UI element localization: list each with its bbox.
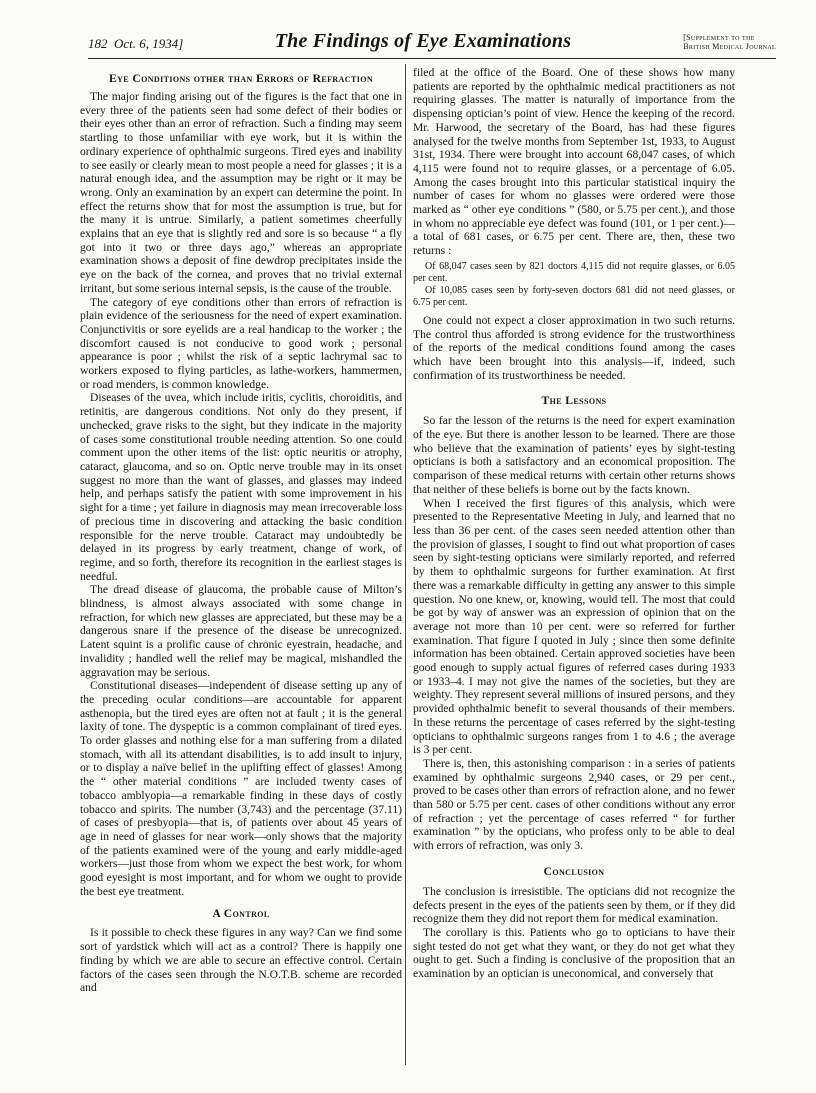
quoted-return-2: Of 10,085 cases seen by forty-seven doctors 681 did not need glasses, or 6.75 per cent.	[413, 284, 735, 308]
paragraph: The major finding arising out of the figures is the fact that one in every three of the patients seen had some defect of their bodies or their eyes other than an error of refraction. Such a finding may seem startling to those unfamiliar with eye work, but it is within the ordinary experience of ophthalmic surgeons. Tired eyes and inability to see easily or clearly mean to most people a need for glasses ; it is a natural enough idea, and the assumption may be right or it may be wrong. Only an examination by an expert can determine the point. In effect the returns show that for most the assumption is true, but for the many it is untrue. Similarly, a patient sometimes cheerfully explains that an eye that is slightly red and sore is so because “ a fly got into it two or three days ago,” whereas an appropriate examination shows a deposit of fine dewdrop precipitates inside the eye on the back of the cornea, and proves that no trivial external irritant, but some serious internal sepsis, is the cause of the trouble.	[80, 90, 402, 295]
paragraph: The corollary is this. Patients who go to opticians to have their sight tested do not get what they want, or they do not get what they ought to get. Such a finding is conclusive of the proposition that an examination by an optician is uneconomical, and conversely that	[413, 925, 735, 981]
paragraph: The conclusion is irresistible. The opticians did not recognize the defects present in the eyes of the patients seen by them, or if they did recognize them they did not report them for medical examination.	[413, 884, 735, 926]
paragraph: Is it possible to check these figures in any way? Can we find some sort of yardstick which will act as a control? There is happily one finding by which we are able to secure an effective control. Certain factors of the cases seen through the N.O.T.B. scheme are recorded and	[80, 926, 402, 995]
page-number: 182	[88, 36, 108, 51]
section-heading-conclusion: Conclusion	[543, 864, 605, 878]
supplement-line-1: [Supplement to the	[683, 33, 755, 42]
paragraph: So far the lesson of the returns is the need for expert examination of the eye. But there is another lesson to be learned. There are those who believe that the examination of patients’ eyes by sight-testing opticians is both a satisfactory and an economical proposition. The comparison of these medical returns with certain other returns shows that neither of these beliefs is borne out by the facts known.	[413, 414, 735, 496]
running-title: The Findings of Eye Examinations	[274, 30, 572, 52]
right-column	[413, 66, 735, 981]
page-header	[70, 30, 776, 58]
paragraph: The category of eye conditions other than errors of refraction is plain evidence of the seriousness for the need of expert examination. Conjunctivitis or sore eyelids are a real handicap to the worker ; the discomfort caused is not conducive to good work ; personal appearance is poor ; whilst the risk of a septic lachrymal sac to workers exposed to flying particles, as lathe-workers, hammermen, or road menders, is common knowledge.	[80, 295, 402, 391]
paragraph: The dread disease of glaucoma, the probable cause of Milton’s blindness, is almost always associated with some change in refraction, for which new glasses are appreciated, but these may be a dangerous snare if the presence of the disease be unrecognized. Latent squint is a prolific cause of chronic eyestrain, headache, and invalidity ; handled well the relief may be magical, mishandled the aggravation may be serious.	[80, 583, 402, 679]
supplement-label	[683, 33, 776, 51]
section-heading-control: A Control	[212, 907, 270, 921]
quoted-return-1: Of 68,047 cases seen by 821 doctors 4,115 did not require glasses, or 6.05 per cent.	[413, 260, 735, 284]
column-divider	[405, 64, 406, 1065]
paragraph: When I received the first figures of this analysis, which were presented to the Representative Meeting in July, and learned that no less than 36 per cent. of the cases seen needed attention other than the provision of glasses, I sought to find out what proportion of cases seen by sight-testing opticians were similarly reported, and referred by them to ophthalmic surgeons for further examination. At first there was a remarkable difficulty in getting any answer to this simple question. No one knew, or, knowing, would tell. The most that could be got by way of answer was an expression of opinion that on the average not more than 10 per cent. were so referred for further examination. That figure I quoted in July ; since then some definite information has been obtained. Certain approved societies have been good enough to supply actual figures of referred cases during 1933 or 1933–4. I may not give the names of the societies, but they are weighty. They represent several millions of insured persons, and they provided ophthalmic benefit to several thousands of their members. In these returns the percentage of cases referred by the sight-testing opticians to ophthalmic surgeons ranges from 1 to 4.6 ; the average is 3 per cent.	[413, 496, 735, 757]
issue-date: Oct. 6, 1934]	[114, 36, 184, 51]
section-heading-lessons: The Lessons	[541, 394, 607, 408]
paragraph: One could not expect a closer approximation in two such returns. The control thus afforded is strong evidence for the trustworthiness of the reports of the medical conditions found among the cases which have been brought into this analysis—if, indeed, such confirmation of its trustworthiness be needed.	[413, 313, 735, 382]
supplement-line-2: British Medical Journal	[683, 42, 776, 51]
section-heading-eye-conditions: Eye Conditions other than Errors of Refraction	[108, 72, 374, 85]
paragraph: filed at the office of the Board. One of these shows how many patients are reported by the ophthalmic medical practitioners as not requiring glasses. The matter is naturally of importance from the dispensing optician’s point of view. Hence the keeping of the record. Mr. Harwood, the secretary of the Board, has had these figures analysed for the twelve months from September 1st, 1933, to August 31st, 1934. There were brought into account 68,047 cases, of which 4,115 were found not to require glasses, or a percentage of 6.05. Among the cases brought into this particular statistical inquiry the number of cases for whom no glasses were ordered were those marked as “ other eye conditions ” (580, or 5.75 per cent.), and those in whom no appreciable eye defect was found (101, or 1 per cent.)—a total of 681 cases, or 6.75 per cent. There are, then, these two returns :	[413, 66, 735, 258]
header-rule	[88, 58, 776, 59]
paragraph: There is, then, this astonishing comparison : in a series of patients examined by ophthalmic surgeons 2,940 cases, or 29 per cent., proved to be cases other than errors of refraction alone, and no fewer than 580 or 5.75 per cent. cases of other conditions without any error of refraction ; yet the percentage of cases referred “ for further examination ” by the opticians, who profess only to be able to deal with errors of refraction, was only 3.	[413, 756, 735, 853]
left-column	[80, 66, 402, 995]
paragraph: Diseases of the uvea, which include iritis, cyclitis, choroiditis, and retinitis, are dangerous conditions. Not only do they present, if unchecked, grave risks to the sight, but they indicate in the majority of cases some constitutional trouble needing attention. So one could comment upon the other items of the list: optic neuritis or atrophy, cataract, glaucoma, and so on. Optic nerve trouble may in its onset suggest no more than the want of glasses, and glasses may indeed help, and perhaps satisfy the patient with some improvement in his sight for a time ; yet failure in diagnosis may mean irrecoverable loss of precious time in discovering and attacking the basic condition responsible for the nerve trouble. Cataract may undoubtedly be delayed in its progress by early treatment, change of work, of regime, and so forth, therefore its recognition in the earliest stages is needful.	[80, 391, 402, 583]
paragraph: Constitutional diseases—independent of disease setting up any of the preceding ocular conditions—are accountable for apparent asthenopia, but the tired eyes are often not at fault ; it is the general laxity of tone. The dyspeptic is a common complainant of tired eyes. To order glasses and nothing else for a man suffering from a dilated stomach, with all its attendant disabilities, is to add insult to injury, or to display a naïve belief in the uplifting effect of glasses! Among the “ other material conditions ” are included twenty cases of tobacco amblyopia—a remarkable finding in these days of costly tobacco and spirits. The number (3,743) and the percentage (37.11) of cases of presbyopia—that is, of patients over about 45 years of age in need of glasses for near work—only shows that the majority of the patients examined were of the young and early middle-aged workers—just those from whom we expect the best work, for whom good eyesight is most important, and for whom we ought to provide the best eye treatment.	[80, 679, 402, 898]
